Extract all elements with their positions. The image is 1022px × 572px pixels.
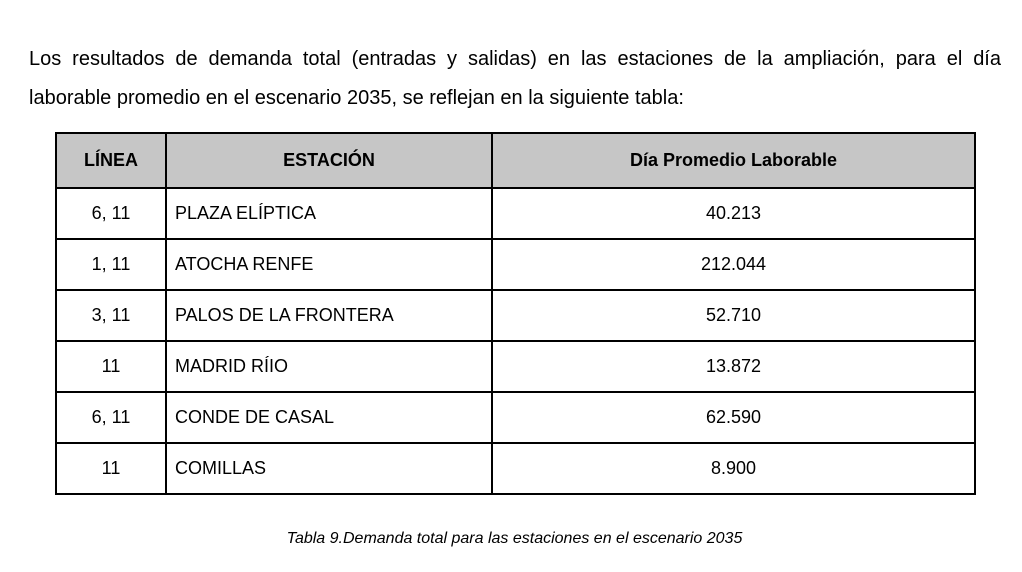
cell-dia-promedio: 212.044 [492,239,975,290]
cell-linea: 6, 11 [56,392,166,443]
cell-dia-promedio: 62.590 [492,392,975,443]
table-header [56,133,975,188]
table-row [56,239,975,290]
demand-table [55,132,976,495]
cell-estacion: PALOS DE LA FRONTERA [166,290,492,341]
cell-linea: 11 [56,443,166,494]
cell-estacion: CONDE DE CASAL [166,392,492,443]
cell-dia-promedio: 8.900 [492,443,975,494]
cell-dia-promedio: 52.710 [492,290,975,341]
cell-dia-promedio: 40.213 [492,188,975,239]
table-body [56,188,975,494]
cell-linea: 11 [56,341,166,392]
intro-paragraph: Los resultados de demanda total (entradas y salidas) en las estaciones de la ampliación, para el día laborable promedio en el escenario 2035, se reflejan en la siguiente tabla: [29,48,1001,109]
cell-dia-promedio: 13.872 [492,341,975,392]
header-row [56,133,975,188]
cell-estacion: MADRID RÍIO [166,341,492,392]
cell-estacion: ATOCHA RENFE [166,239,492,290]
cell-linea: 1, 11 [56,239,166,290]
header-estacion: ESTACIÓN [166,133,492,188]
table-row [56,188,975,239]
header-dia-promedio: Día Promedio Laborable [492,133,975,188]
header-linea: LÍNEA [56,133,166,188]
cell-linea: 6, 11 [56,188,166,239]
cell-linea: 3, 11 [56,290,166,341]
table-caption: Tabla 9.Demanda total para las estaciones en el escenario 2035 [286,530,743,547]
table-row [56,290,975,341]
table-row [56,341,975,392]
cell-estacion: PLAZA ELÍPTICA [166,188,492,239]
table-row [56,443,975,494]
cell-estacion: COMILLAS [166,443,492,494]
table-row [56,392,975,443]
